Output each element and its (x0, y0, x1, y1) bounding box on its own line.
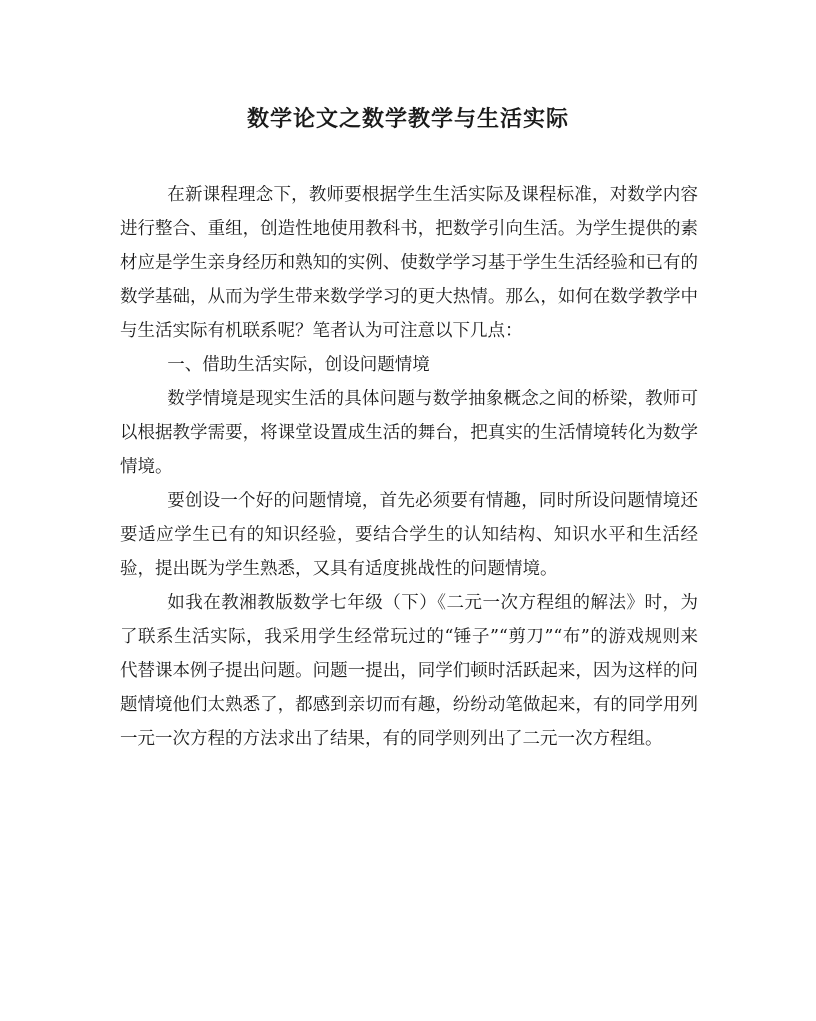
document-body (120, 178, 698, 756)
document-title: 数学论文之数学教学与生活实际 (246, 107, 569, 132)
paragraph-situation-bridge: 数学情境是现实生活的具体问题与数学抽象概念之间的桥梁，教师可以根据教学需要，将课堂设置成生活的舞台，把真实的生活情境转化为数学情境。 (120, 389, 698, 477)
paragraph-example: 如我在教湘教版数学七年级（下）《二元一次方程组的解法》时，为了联系生活实际，我采用学生经常玩过的“锤子”“剪刀”“布”的游戏规则来代替课本例子提出问题。问题一提出，同学们顿时活跃起来，因为这样的问题情境他们太熟悉了，都感到亲切而有趣，纷纷动笔做起来，有的同学用列一元一次方程的方法求出了结果，有的同学则列出了二元一次方程组。 (120, 593, 698, 749)
paragraph-intro: 在新课程理念下，教师要根据学生生活实际及课程标准，对数学内容进行整合、重组，创造性地使用教科书，把数学引向生活。为学生提供的素材应是学生亲身经历和熟知的实例、使数学学习基于学生生活经验和已有的数学基础，从而为学生带来数学学习的更大热情。那么，如何在数学教学中与生活实际有机联系呢？笔者认为可注意以下几点： (120, 185, 698, 341)
section-heading-1: 一、借助生活实际，创设问题情境 (167, 355, 430, 375)
paragraph-good-situation: 要创设一个好的问题情境，首先必须要有情趣，同时所设问题情境还要适应学生已有的知识经验，要结合学生的认知结构、知识水平和生活经验，提出既为学生熟悉，又具有适度挑战性的问题情境。 (120, 491, 698, 579)
